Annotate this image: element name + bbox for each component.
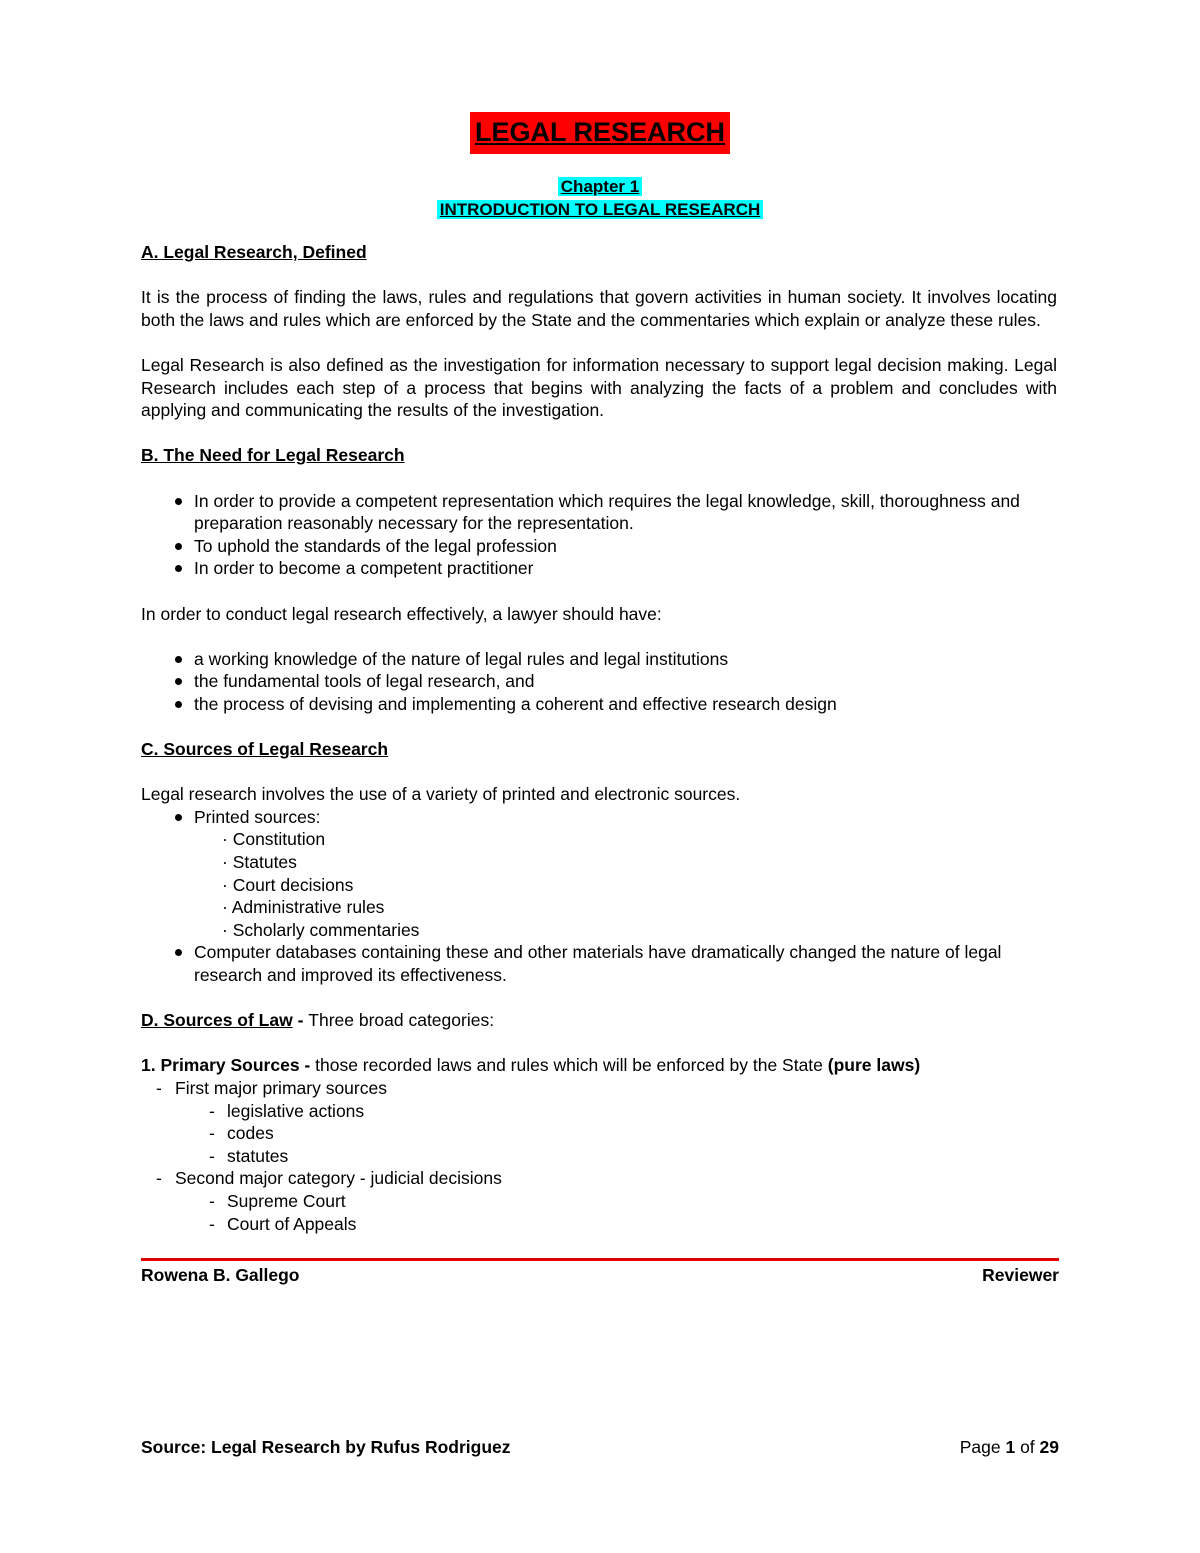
page-total: 29 xyxy=(1039,1437,1059,1457)
first-major-sublist xyxy=(175,1100,1057,1168)
second-major-sublist xyxy=(175,1190,1057,1235)
lawyer-intro: In order to conduct legal research effectively, a lawyer should have: xyxy=(141,603,662,624)
main-content xyxy=(141,241,1057,1235)
list-item: In order to become a competent practitioner xyxy=(194,557,1057,580)
list-item: - codes xyxy=(227,1122,1057,1145)
source-citation: Source: Legal Research by Rufus Rodriguez xyxy=(141,1437,511,1457)
list-item: · Administrative rules xyxy=(222,896,1057,919)
list-item: - Court of Appeals xyxy=(227,1213,1057,1236)
list-item: a working knowledge of the nature of legal rules and legal institutions xyxy=(194,648,1057,671)
section-a-heading: A. Legal Research, Defined xyxy=(141,242,367,262)
author-name: Rowena B. Gallego xyxy=(141,1265,300,1285)
page-label: Page xyxy=(959,1437,1006,1457)
chapter-title: INTRODUCTION TO LEGAL RESEARCH xyxy=(437,200,764,219)
page-footer-top xyxy=(141,1264,1059,1287)
chapter-heading xyxy=(0,175,1200,221)
title-wrap xyxy=(0,112,1200,154)
primary-text: those recorded laws and rules which will be enforced by the State xyxy=(315,1055,828,1076)
section-d-rest: Three broad categories: xyxy=(308,1010,495,1031)
list-item: · Statutes xyxy=(222,851,1057,874)
list-item xyxy=(194,806,1057,942)
list-item: Computer databases containing these and other materials have dramatically changed the nature of legal research and improved its effectiveness. xyxy=(194,941,1057,986)
footer-rule xyxy=(141,1258,1059,1261)
printed-label: Printed sources: xyxy=(194,806,321,827)
list-item: the process of devising and implementing a coherent and effective research design xyxy=(194,693,1057,716)
list-item: - Supreme Court xyxy=(227,1190,1057,1213)
page-current: 1 xyxy=(1005,1437,1016,1457)
need-list xyxy=(141,490,1057,580)
page-footer-bottom xyxy=(141,1436,1059,1459)
list-item: the fundamental tools of legal research, and xyxy=(194,670,1057,693)
list-item xyxy=(175,1077,1057,1167)
printed-sublist xyxy=(194,828,1057,941)
list-item: · Constitution xyxy=(222,828,1057,851)
list-item: In order to provide a competent representation which requires the legal knowledge, skill, thoroughness and preparation reasonably necessary for the representation. xyxy=(194,490,1057,535)
section-d-dash: - xyxy=(292,1010,309,1031)
chapter-number: Chapter 1 xyxy=(558,177,642,196)
primary-list xyxy=(141,1077,1057,1235)
document-title: LEGAL RESEARCH xyxy=(470,112,730,154)
primary-bold: (pure laws) xyxy=(827,1055,921,1076)
section-d-heading-line xyxy=(141,1009,1057,1032)
lawyer-list xyxy=(141,648,1057,716)
list-item: · Scholarly commentaries xyxy=(222,919,1057,942)
list-item: · Court decisions xyxy=(222,874,1057,897)
section-a-paragraph-1: It is the process of finding the laws, rules and regulations that govern activities in human society. It involves locating both the laws and rules which are enforced by the State and the commentaries which explain or analyze these rules. xyxy=(141,287,1057,330)
sources-list xyxy=(141,806,1057,987)
section-b-heading: B. The Need for Legal Research xyxy=(141,445,405,466)
primary-label: 1. Primary Sources - xyxy=(141,1055,316,1076)
list-item: To uphold the standards of the legal profession xyxy=(194,535,1057,558)
list-item xyxy=(175,1167,1057,1235)
section-c-intro: Legal research involves the use of a variety of printed and electronic sources. xyxy=(141,784,741,805)
second-major-label: Second major category - judicial decisions xyxy=(175,1168,502,1189)
first-major-label: First major primary sources xyxy=(175,1077,387,1098)
section-a-paragraph-2: Legal Research is also defined as the investigation for information necessary to support legal decision making. Legal Research includes each step of a process that begins with analyzing the facts of a problem and concludes with applying and communicating the results of the investigation. xyxy=(141,354,1057,421)
document-type: Reviewer xyxy=(982,1265,1059,1285)
page-of-label: of xyxy=(1015,1437,1040,1457)
section-c-heading: C. Sources of Legal Research xyxy=(141,739,389,760)
primary-sources-line xyxy=(141,1054,1057,1077)
list-item: - statutes xyxy=(227,1145,1057,1168)
page-number xyxy=(960,1436,1059,1459)
list-item: - legislative actions xyxy=(227,1100,1057,1123)
section-d-heading: D. Sources of Law xyxy=(141,1010,293,1031)
